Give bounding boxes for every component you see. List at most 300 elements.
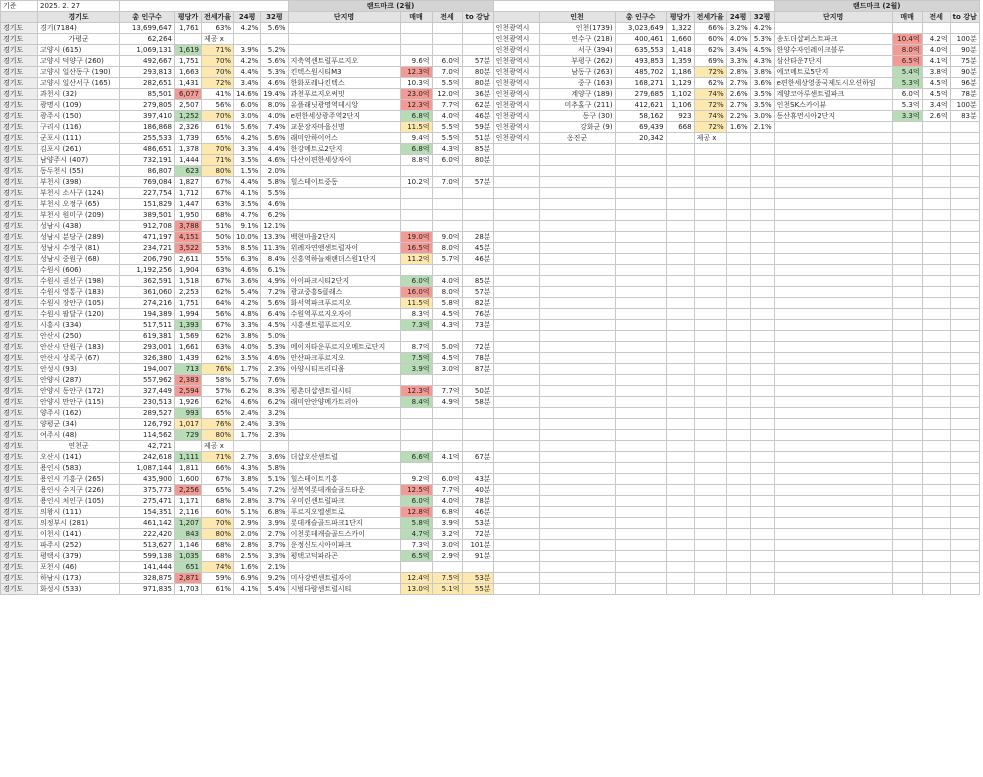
empty-cell: [750, 430, 774, 441]
region-cell: 안양시 (287): [38, 375, 120, 386]
empty-cell: [539, 210, 615, 221]
empty-cell: [615, 210, 666, 221]
empty-cell: [950, 221, 979, 232]
value-cell: 4.0억: [432, 111, 462, 122]
value-cell: 85분: [462, 276, 493, 287]
value-cell: 67%: [202, 474, 234, 485]
region-cell: 군포시 (111): [38, 133, 120, 144]
empty-cell: [750, 397, 774, 408]
empty-cell: [615, 287, 666, 298]
value-cell: 76%: [202, 419, 234, 430]
province-cell: 경기도: [1, 45, 38, 56]
province-cell: 경기도: [1, 474, 38, 485]
empty-cell: [922, 353, 950, 364]
empty-cell: [922, 408, 950, 419]
region-cell: 시흥시 (334): [38, 320, 120, 331]
value-cell: e편한세상광주역2단지: [288, 111, 400, 122]
empty-cell: [774, 309, 892, 320]
empty-cell: [694, 573, 726, 584]
empty-cell: [615, 243, 666, 254]
empty-cell: [726, 441, 750, 452]
empty-cell: [615, 199, 666, 210]
value-cell: 6.8억: [432, 507, 462, 518]
province-cell: 경기도: [1, 507, 38, 518]
value-cell: 1,518: [175, 276, 202, 287]
empty-cell: [774, 287, 892, 298]
value-cell: 80분: [462, 67, 493, 78]
empty-cell: [666, 584, 694, 595]
empty-cell: [950, 540, 979, 551]
value-cell: 5.1억: [432, 584, 462, 595]
empty-cell: [774, 562, 892, 573]
value-cell: 에코메트로5단지: [774, 67, 892, 78]
value-cell: 375,773: [120, 485, 175, 496]
region-cell: 계양구 (189): [539, 89, 615, 100]
value-cell: 6.5억: [892, 56, 922, 67]
empty-cell: [892, 562, 922, 573]
value-cell: [950, 23, 979, 34]
province-cell: 경기도: [1, 551, 38, 562]
empty-cell: [750, 386, 774, 397]
value-cell: 9.0억: [432, 232, 462, 243]
empty-cell: [774, 540, 892, 551]
value-cell: 한화포레나킨텍스: [288, 78, 400, 89]
empty-cell: [726, 364, 750, 375]
table-row: [1, 463, 980, 474]
base-date: 2025. 2. 27: [38, 1, 120, 12]
value-cell: 8.3억: [400, 309, 432, 320]
value-cell: 57%: [202, 386, 234, 397]
value-cell: 234,721: [120, 243, 175, 254]
empty-cell: [615, 276, 666, 287]
value-cell: 위례자연앤센트럴자이: [288, 243, 400, 254]
region-cell: 부평구 (262): [539, 56, 615, 67]
empty-cell: [726, 375, 750, 386]
empty-cell: [615, 375, 666, 386]
empty-cell: [950, 562, 979, 573]
empty-cell: [922, 188, 950, 199]
empty-cell: [892, 474, 922, 485]
empty-cell: [750, 254, 774, 265]
header-blank-right: [493, 12, 539, 23]
empty-cell: [892, 551, 922, 562]
value-cell: 3.5%: [234, 199, 261, 210]
empty-cell: [726, 298, 750, 309]
empty-cell: [615, 529, 666, 540]
empty-cell: [493, 540, 539, 551]
value-cell: 5.0억: [432, 342, 462, 353]
region-cell: 수원시 팔달구 (120): [38, 309, 120, 320]
empty-cell: [922, 342, 950, 353]
empty-cell: [750, 496, 774, 507]
region-cell: 화성시 (533): [38, 584, 120, 595]
value-cell: 3.6%: [750, 78, 774, 89]
value-cell: 361,060: [120, 287, 175, 298]
table-row: [1, 496, 980, 507]
empty-cell: [750, 155, 774, 166]
empty-cell: [950, 463, 979, 474]
value-cell: [462, 463, 493, 474]
empty-cell: [750, 529, 774, 540]
empty-cell: [539, 188, 615, 199]
value-cell: 70%: [202, 67, 234, 78]
region-cell: 부천시 (398): [38, 177, 120, 188]
value-cell: [400, 188, 432, 199]
value-cell: 4.2%: [234, 298, 261, 309]
value-cell: 599,138: [120, 551, 175, 562]
value-cell: [288, 199, 400, 210]
province-cell: 경기도: [1, 584, 38, 595]
empty-cell: [694, 562, 726, 573]
value-cell: 이천롯데캐슬골드스카이: [288, 529, 400, 540]
value-cell: 485,702: [615, 67, 666, 78]
empty-cell: [493, 397, 539, 408]
empty-cell: [666, 419, 694, 430]
value-cell: [288, 34, 400, 45]
value-cell: [666, 133, 694, 144]
empty-cell: [694, 166, 726, 177]
value-cell: [922, 23, 950, 34]
value-cell: 1,827: [175, 177, 202, 188]
empty-cell: [750, 188, 774, 199]
empty-cell: [539, 155, 615, 166]
province-cell: 인천광역시: [493, 45, 539, 56]
value-cell: 12.3억: [400, 67, 432, 78]
empty-cell: [774, 166, 892, 177]
region-cell: 안산시 (250): [38, 331, 120, 342]
value-cell: 8.0억: [432, 287, 462, 298]
empty-cell: [666, 287, 694, 298]
value-cell: 46분: [462, 254, 493, 265]
table-row: [1, 287, 980, 298]
region-cell: 안산시 상록구 (67): [38, 353, 120, 364]
value-cell: 7.7억: [432, 100, 462, 111]
value-cell: 3,788: [175, 221, 202, 232]
empty-cell: [493, 320, 539, 331]
empty-cell: [615, 573, 666, 584]
value-cell: [400, 408, 432, 419]
value-cell: 100분: [950, 34, 979, 45]
empty-cell: [922, 309, 950, 320]
empty-cell: [892, 584, 922, 595]
region-cell: 수원시 권선구 (198): [38, 276, 120, 287]
value-cell: 19.0억: [400, 232, 432, 243]
region-cell: 중구 (163): [539, 78, 615, 89]
province-cell: 인천광역시: [493, 122, 539, 133]
empty-cell: [694, 265, 726, 276]
value-cell: 227,754: [120, 188, 175, 199]
empty-cell: [922, 496, 950, 507]
value-cell: [950, 122, 979, 133]
value-cell: 242,618: [120, 452, 175, 463]
value-cell: 62%: [202, 353, 234, 364]
table-row: [1, 78, 980, 89]
empty-cell: [950, 210, 979, 221]
empty-cell: [666, 397, 694, 408]
value-cell: 10.3억: [400, 78, 432, 89]
value-cell: 400,461: [615, 34, 666, 45]
value-cell: 90분: [950, 67, 979, 78]
value-cell: 12.3억: [400, 386, 432, 397]
empty-cell: [892, 320, 922, 331]
table-row: [1, 397, 980, 408]
value-cell: [400, 166, 432, 177]
empty-cell: [539, 309, 615, 320]
table-row: [1, 584, 980, 595]
empty-cell: [922, 386, 950, 397]
table-row: [1, 309, 980, 320]
value-cell: 3.3%: [726, 56, 750, 67]
value-cell: [462, 23, 493, 34]
value-cell: 킨텍스원시티M3: [288, 67, 400, 78]
empty-cell: [750, 441, 774, 452]
value-cell: [462, 375, 493, 386]
value-cell: 517,511: [120, 320, 175, 331]
value-cell: 1,035: [175, 551, 202, 562]
empty-cell: [694, 485, 726, 496]
value-cell: 1,017: [175, 419, 202, 430]
value-cell: 동산휴먼시아2단지: [774, 111, 892, 122]
value-cell: 70%: [202, 56, 234, 67]
empty-cell: [774, 364, 892, 375]
empty-cell: [694, 298, 726, 309]
empty-cell: [726, 309, 750, 320]
empty-cell: [666, 144, 694, 155]
value-cell: 3.3%: [261, 419, 288, 430]
value-cell: 59분: [462, 122, 493, 133]
value-cell: [432, 441, 462, 452]
empty-cell: [950, 529, 979, 540]
value-cell: 제공 x: [202, 34, 234, 45]
empty-cell: [774, 419, 892, 430]
value-cell: 1,447: [175, 199, 202, 210]
empty-cell: [493, 441, 539, 452]
province-cell: 경기도: [1, 67, 38, 78]
value-cell: 한강메트로2단지: [288, 144, 400, 155]
province-cell: 경기도: [1, 100, 38, 111]
value-cell: 5.1%: [234, 507, 261, 518]
value-cell: 82분: [462, 298, 493, 309]
empty-cell: [750, 507, 774, 518]
empty-cell: [493, 452, 539, 463]
region-cell: 안성시 (93): [38, 364, 120, 375]
empty-cell: [774, 210, 892, 221]
value-cell: 6.0억: [400, 276, 432, 287]
empty-cell: [615, 177, 666, 188]
province-cell: 경기도: [1, 265, 38, 276]
value-cell: 70%: [202, 144, 234, 155]
value-cell: 2.4%: [234, 408, 261, 419]
value-cell: 5.3억: [892, 78, 922, 89]
value-cell: 3.7%: [261, 496, 288, 507]
value-cell: 68%: [202, 496, 234, 507]
value-cell: 1,926: [175, 397, 202, 408]
province-cell: 경기도: [1, 34, 38, 45]
empty-cell: [615, 221, 666, 232]
empty-cell: [666, 518, 694, 529]
empty-cell: [539, 254, 615, 265]
value-cell: 과천푸르지오써밋: [288, 89, 400, 100]
empty-cell: [666, 408, 694, 419]
table-row: [1, 155, 980, 166]
empty-cell: [750, 331, 774, 342]
empty-cell: [615, 452, 666, 463]
value-cell: 12.0억: [432, 89, 462, 100]
value-cell: 28분: [462, 232, 493, 243]
value-cell: 1,393: [175, 320, 202, 331]
region-cell: 오산시 (141): [38, 452, 120, 463]
value-cell: 9.1%: [234, 221, 261, 232]
empty-cell: [694, 331, 726, 342]
empty-cell: [750, 375, 774, 386]
empty-cell: [666, 331, 694, 342]
value-cell: 66%: [202, 463, 234, 474]
value-cell: 2.8%: [726, 67, 750, 78]
value-cell: 4.7%: [234, 210, 261, 221]
empty-cell: [950, 353, 979, 364]
empty-cell: [726, 463, 750, 474]
value-cell: 1,186: [666, 67, 694, 78]
empty-cell: [750, 452, 774, 463]
value-cell: 60%: [202, 507, 234, 518]
empty-cell: [615, 298, 666, 309]
table-row: [1, 243, 980, 254]
value-cell: 83분: [950, 111, 979, 122]
empty-cell: [694, 287, 726, 298]
empty-cell: [774, 254, 892, 265]
empty-cell: [950, 452, 979, 463]
empty-cell: [666, 474, 694, 485]
value-cell: [432, 408, 462, 419]
value-cell: 제공 x: [202, 441, 234, 452]
value-cell: 6.0억: [432, 474, 462, 485]
value-cell: 63%: [202, 199, 234, 210]
province-cell: 인천광역시: [493, 56, 539, 67]
table-row: [1, 122, 980, 133]
empty-cell: [922, 584, 950, 595]
value-cell: 2.3%: [261, 430, 288, 441]
value-cell: [774, 122, 892, 133]
value-cell: 1,712: [175, 188, 202, 199]
empty-cell: [922, 573, 950, 584]
value-cell: 1,359: [666, 56, 694, 67]
empty-cell: [539, 166, 615, 177]
empty-cell: [666, 463, 694, 474]
region-cell: 이천시 (141): [38, 529, 120, 540]
value-cell: 2,871: [175, 573, 202, 584]
value-cell: 80%: [202, 430, 234, 441]
empty-cell: [950, 320, 979, 331]
value-cell: 5.3%: [261, 342, 288, 353]
empty-cell: [493, 496, 539, 507]
empty-cell: [950, 276, 979, 287]
empty-cell: [774, 386, 892, 397]
value-cell: [462, 188, 493, 199]
empty-cell: [750, 243, 774, 254]
value-cell: 4.3%: [750, 56, 774, 67]
value-cell: 1,378: [175, 144, 202, 155]
value-cell: 2.1%: [750, 122, 774, 133]
empty-cell: [615, 188, 666, 199]
empty-cell: [493, 474, 539, 485]
value-cell: 1,569: [175, 331, 202, 342]
value-cell: 90분: [950, 45, 979, 56]
value-cell: 8.4%: [261, 254, 288, 265]
empty-cell: [774, 452, 892, 463]
value-cell: 2,594: [175, 386, 202, 397]
value-cell: 11.5억: [400, 122, 432, 133]
value-cell: 41%: [202, 89, 234, 100]
empty-cell: [922, 298, 950, 309]
empty-cell: [694, 144, 726, 155]
value-cell: 769,084: [120, 177, 175, 188]
value-cell: 4.3%: [234, 463, 261, 474]
value-cell: 64%: [202, 298, 234, 309]
value-cell: 6.8억: [400, 111, 432, 122]
value-cell: 화서역파크푸르지오: [288, 298, 400, 309]
value-cell: 3.7%: [261, 540, 288, 551]
empty-cell: [615, 397, 666, 408]
empty-cell: [666, 562, 694, 573]
value-cell: [432, 221, 462, 232]
value-cell: [288, 265, 400, 276]
empty-cell: [493, 408, 539, 419]
empty-cell: [493, 342, 539, 353]
value-cell: 8.3%: [261, 386, 288, 397]
empty-cell: [950, 177, 979, 188]
table-row: [1, 353, 980, 364]
value-cell: [400, 463, 432, 474]
empty-cell: [892, 276, 922, 287]
empty-cell: [615, 485, 666, 496]
region-cell: 부천시 원미구 (209): [38, 210, 120, 221]
value-cell: 제공 x: [694, 133, 726, 144]
value-cell: 46분: [462, 111, 493, 122]
value-cell: 1,751: [175, 56, 202, 67]
value-cell: [462, 441, 493, 452]
empty-cell: [726, 144, 750, 155]
empty-cell: [493, 254, 539, 265]
value-cell: 4.2억: [922, 34, 950, 45]
value-cell: 6.5억: [400, 551, 432, 562]
empty-cell: [750, 485, 774, 496]
value-cell: 5.4%: [261, 584, 288, 595]
empty-cell: [922, 518, 950, 529]
region-cell: 수원시 영통구 (183): [38, 287, 120, 298]
empty-cell: [726, 342, 750, 353]
value-cell: 222,420: [120, 529, 175, 540]
empty-cell: [539, 452, 615, 463]
region-cell: 하남시 (173): [38, 573, 120, 584]
empty-cell: [774, 375, 892, 386]
value-cell: [400, 210, 432, 221]
table-row: [1, 210, 980, 221]
value-cell: 더샵오산센트럴: [288, 452, 400, 463]
value-cell: 3.3억: [892, 111, 922, 122]
region-cell: 고양시 일산서구 (165): [38, 78, 120, 89]
empty-cell: [694, 177, 726, 188]
region-cell: 용인시 처인구 (105): [38, 496, 120, 507]
value-cell: 푸르지오엘센트로: [288, 507, 400, 518]
value-cell: 5.6%: [261, 56, 288, 67]
value-cell: 114,562: [120, 430, 175, 441]
empty-cell: [493, 353, 539, 364]
value-cell: [922, 122, 950, 133]
value-cell: 3.3%: [234, 320, 261, 331]
empty-cell: [694, 529, 726, 540]
empty-cell: [615, 265, 666, 276]
empty-cell: [922, 199, 950, 210]
